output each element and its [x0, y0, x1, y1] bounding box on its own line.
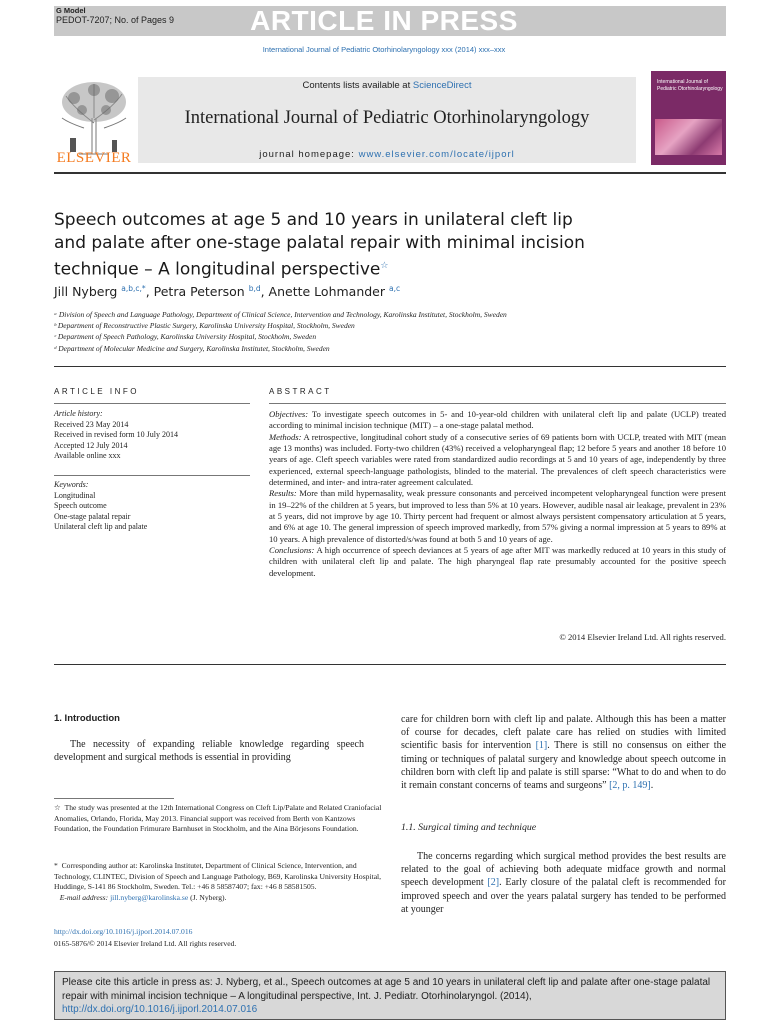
footnote-funding: [54, 803, 384, 835]
abstract-body: [269, 409, 726, 579]
author-name: Petra Peterson: [153, 284, 245, 300]
reference-link[interactable]: [2, p. 149]: [609, 780, 651, 792]
affiliations: [54, 309, 734, 354]
author-name: Jill Nyberg: [54, 284, 118, 300]
homepage-prefix: journal homepage:: [259, 149, 359, 160]
abstract-rule: [269, 403, 726, 404]
affiliation-divider: [54, 366, 726, 367]
keyword: One-stage palatal repair: [54, 511, 131, 521]
article-info-rule: [54, 403, 250, 404]
history-item: Received in revised form 10 July 2014: [54, 430, 178, 440]
keywords: [54, 480, 147, 533]
title-footnote-mark[interactable]: ☆: [380, 261, 389, 271]
contents-lists-line: [138, 80, 636, 91]
title-line-3: technique – A longitudinal perspective: [54, 259, 381, 280]
title-line-1: Speech outcomes at age 5 and 10 years in unilateral cleft lip: [54, 210, 573, 230]
history-label: Article history:: [54, 409, 103, 418]
abstract-heading: ABSTRACT: [269, 387, 332, 396]
intro-paragraph-continued: [401, 713, 726, 792]
email-label: E-mail address:: [59, 892, 109, 902]
surgical-timing-paragraph: [401, 850, 726, 916]
keyword: Longitudinal: [54, 490, 96, 500]
keywords-rule: [54, 475, 250, 476]
doi-block: [54, 926, 236, 949]
footnote-rule: [54, 798, 174, 799]
conclusions-text: A high occurrence of speech deviances at 5 years of age after MIT was markedly reduced at 10 years in this study of children with unilateral cleft lip and palate. The high pharyngeal flap rate presumably accounted for the positive speech development.: [269, 545, 726, 578]
section-heading-introduction: 1. Introduction: [54, 713, 120, 724]
doi-link[interactable]: http://dx.doi.org/10.1016/j.ijporl.2014.07.016: [54, 927, 193, 936]
abstract-copyright: © 2014 Elsevier Ireland Ltd. All rights reserved.: [559, 632, 726, 642]
abstract-divider: [54, 664, 726, 665]
subsection-heading: 1.1. Surgical timing and technique: [401, 822, 537, 833]
results-text: More than mild hypernasality, weak pressure consonants and perceived incompetent velopharyngeal function were present in 19–22% of the children at 5 years, but improved to less than 5% at 10 years. However, audible nasal air leakage, prevalent in 23% at 5 years, did not improve by age 10. Thirty percent had frequent or almost always persistent compensatory articulation at 5 years, and 6% at age 10. The general impression of speech improved markedly, from 57% giving a normal impression at 5 years to 89% at 10 years. A high prevalence of distorted/s/was found at both 5 and 10 years of age.: [269, 488, 726, 544]
journal-cover-image: [651, 71, 726, 165]
footnote-text: The study was presented at the 12th International Congress on Cleft Lip/Palate and Related Craniofacial Anomalies, Orlando, Florida, May 2013. Financial support was received from Berth von Kantzows Foundation, the Foundation Frimurare Barnhuset in Stockholm, and the Aina Börjesons Foundation.: [54, 803, 382, 833]
footnote-corresponding-author: [54, 861, 384, 903]
footnote-mark: ☆: [54, 803, 61, 812]
issn-line: 0165-5876/© 2014 Elsevier Ireland Ltd. All rights reserved.: [54, 938, 237, 948]
article-history: [54, 409, 178, 462]
cite-this-article-text: [62, 976, 722, 1017]
affiliation: ᵃ Division of Speech and Language Pathology, Department of Clinical Science, Intervention and Technology, Karolinska Institutet, Stockholm, Sweden: [54, 310, 507, 319]
reference-link[interactable]: [1]: [535, 740, 548, 752]
objectives-text: To investigate speech outcomes in 5- and 10-year-old children with unilateral cleft lip and palate (UCLP) treated according to minimal incision technique (MIT) – a one-stage palatal method.: [269, 409, 726, 431]
keyword: Speech outcome: [54, 501, 107, 511]
footnote-mark: *: [54, 861, 58, 870]
email-suffix: (J. Nyberg).: [188, 892, 227, 902]
paragraph-text: The concerns regarding which surgical method provides the best results are related to the goal of achieving both adequate midface growth and normal speech development: [401, 851, 726, 889]
history-item: Received 23 May 2014: [54, 419, 129, 429]
affiliation: ᶜ Department of Speech Pathology, Karolinska University Hospital, Stockholm, Sweden: [54, 332, 317, 342]
header-divider: [54, 172, 726, 174]
methods-text: A retrospective, longitudinal cohort study of a consecutive series of 69 patients born with UCLP, treated with MIT (mean age 13 months) was included. Forty-two children (43%) received a velopharyngeal flap; 12 before 5 years and another 18 before 10 years of age. Cleft speech variables were rated from standardized audio recordings at 5 and 10 years of age, independently by three experienced, external speech-language pathologists, blinded to the material. The prevalences of cleft speech characteristics were determined, and inter- and intra-rater agreement calculated.: [269, 431, 726, 488]
author-affil-sup[interactable]: a,c: [389, 284, 401, 293]
homepage-link[interactable]: www.elsevier.com/locate/ijporl: [358, 149, 515, 160]
affiliation: ᵇ Department of Reconstructive Plastic Surgery, Karolinska University Hospital, Stockholm, Sweden: [54, 321, 355, 331]
conclusions-label: Conclusions:: [269, 545, 315, 556]
author-name: Anette Lohmander: [268, 284, 386, 300]
author-affil-sup[interactable]: a,b,c,*: [121, 284, 146, 293]
article-title: [54, 209, 614, 282]
journal-homepage-line: [138, 149, 636, 160]
contents-prefix: Contents lists available at: [302, 80, 413, 91]
paragraph-text: . There is still no consensus on either the timing or techniques of palatal surgery and knowledge about speech outcome in children born with cleft lip and palate is still sparse: “What to do and when to do it remain constant concerns of teams and surgeons”: [401, 740, 727, 792]
intro-paragraph: The necessity of expanding reliable knowledge regarding speech development and surgical methods is essential in providing: [54, 739, 364, 764]
journal-title: International Journal of Pediatric Otorhinolaryngology: [184, 108, 590, 128]
paragraph-text: . Early closure of the palatal cleft is recommended for improved speech and over the years palatal surgery has tended to be performed at younger: [401, 877, 726, 915]
results-label: Results:: [269, 488, 297, 499]
elsevier-wordmark: ELSEVIER: [56, 150, 132, 166]
article-info-heading: ARTICLE INFO: [54, 387, 139, 396]
journal-citation-link[interactable]: International Journal of Pediatric Otorhinolaryngology xxx (2014) xxx–xxx: [262, 45, 506, 54]
email-link[interactable]: jill.nyberg@karolinska.se: [110, 892, 189, 902]
article-in-press-title: ARTICLE IN PRESS: [250, 5, 518, 36]
cover-artwork: [655, 119, 722, 155]
affiliation: ᵈ Department of Molecular Medicine and Surgery, Karolinska Institutet, Stockholm, Sweden: [54, 343, 330, 353]
cite-doi-link[interactable]: http://dx.doi.org/10.1016/j.ijporl.2014.07.016: [62, 1004, 258, 1016]
history-item: Accepted 12 July 2014: [54, 440, 128, 450]
reference-link[interactable]: [2]: [487, 877, 500, 889]
paragraph-text: .: [650, 780, 654, 792]
sciencedirect-link[interactable]: ScienceDirect: [412, 80, 472, 91]
author-affil-sup[interactable]: b,d: [248, 284, 261, 293]
footnote-text: Corresponding author at: Karolinska Institutet, Department of Clinical Science, Intervention, and Technology, CLINTEC, Division of Speech and Language Pathology, B69, Karolinska University Hospital, Huddinge, S-141 86 Stockholm, Sweden. Tel.: +46 8 58587407; fax: +46 8 58581505.: [54, 861, 382, 891]
title-line-3-wrap: [54, 255, 614, 282]
title-line-2: and palate after one-stage palatal repair with minimal incision: [54, 233, 585, 253]
keyword: Unilateral cleft lip and palate: [54, 522, 148, 532]
methods-label: Methods:: [269, 431, 302, 442]
manuscript-id: PEDOT-7207; No. of Pages 9: [56, 15, 175, 25]
cite-text: Please cite this article in press as: J. Nyberg, et al., Speech outcomes at age 5 and 10 years in unilateral cleft lip and palate after one-stage palatal repair with minimal incision technique – A longitudinal perspective, Int. J. Pediatr. Otorhinolaryngol. (2014),: [62, 977, 711, 1002]
cover-title: International Journal of Pediatric Otorhinolaryngology: [657, 79, 723, 92]
keywords-label: Keywords:: [54, 480, 89, 489]
paragraph-text: care for children born with cleft lip and palate. Although this has been a matter of course for decades, cleft palate care has relied on studies with limited scientific basis for intervention: [401, 714, 726, 752]
objectives-label: Objectives:: [269, 409, 309, 419]
author-list: Jill Nyberg $^{a,b,c,*}$, Petra Peterson $^{b,d}$, Anette Lohmander $^{a,c}$: [54, 284, 401, 300]
g-model-label: G Model: [56, 6, 86, 15]
history-item: Available online xxx: [54, 451, 121, 461]
